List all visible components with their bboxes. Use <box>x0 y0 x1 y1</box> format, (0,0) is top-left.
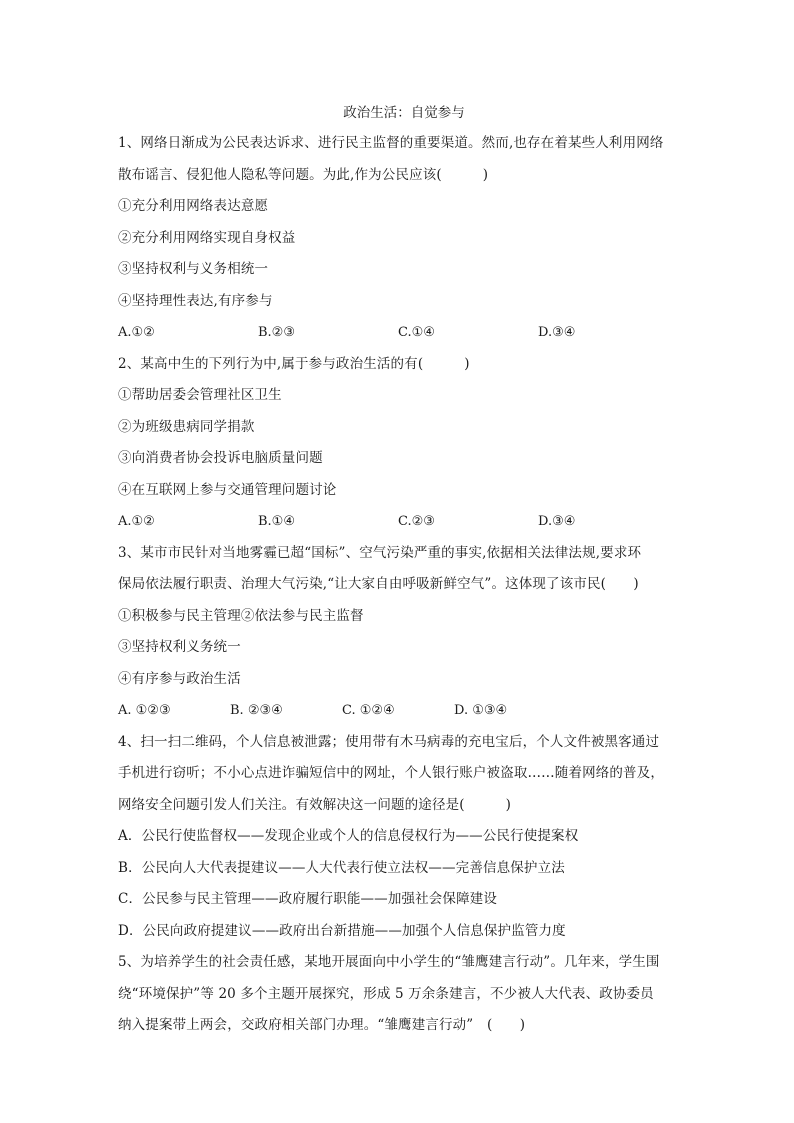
statement-item: ③坚持权利与义务相统一 <box>118 261 269 277</box>
statement-item: ④在互联网上参与交通管理问题讨论 <box>118 481 337 498</box>
statement-item: ④有序参与政治生活 <box>118 670 241 687</box>
answer-option: D.③④ <box>538 514 576 529</box>
statement-item: ③坚持权利义务统一 <box>118 639 241 655</box>
question-stem-line: 散布谣言、侵犯他人隐私等问题。为此,作为公民应该( ) <box>118 166 489 183</box>
statement-item: ②充分利用网络实现自身权益 <box>118 229 296 246</box>
statement-item: ③向消费者协会投诉电脑质量问题 <box>118 450 323 466</box>
document-page <box>118 98 678 1042</box>
question-stem-line: 4、扫一扫二维码，个人信息被泄露；使用带有木马病毒的充电宝后，个人文件被黑客通过 <box>118 733 660 750</box>
answer-option: B.①④ <box>258 514 295 529</box>
question-2 <box>118 349 678 538</box>
answer-option: B.②③ <box>258 325 295 340</box>
statement-item: ④坚持理性表达,有序参与 <box>118 292 273 309</box>
answer-option: A．公民行使监督权——发现企业或个人的信息侵权行为——公民行使提案权 <box>118 828 579 844</box>
answer-option: C.①④ <box>398 325 435 340</box>
answer-option: D．公民向政府提建议——政府出台新措施——加强个人信息保护监管力度 <box>118 922 566 939</box>
question-stem-line: 1、网络日渐成为公民表达诉求、进行民主监督的重要渠道。然而,也存在着某些人利用网络 <box>118 135 664 151</box>
question-stem-line: 手机进行窃听；不小心点进诈骗短信中的网址，个人银行账户被盗取……随着网络的普及， <box>118 765 664 781</box>
question-stem-line: 纳入提案带上两会，交政府相关部门办理。“雏鹰建言行动” ( ) <box>118 1017 526 1033</box>
answer-options <box>118 317 678 349</box>
question-1 <box>118 128 678 349</box>
question-stem-line: 2、某高中生的下列行为中,属于参与政治生活的有( ) <box>118 355 470 372</box>
question-stem-line: 保局依法履行职责、治理大气污染,“让大家自由呼吸新鲜空气”。这体现了该市民( ) <box>118 576 639 592</box>
statement-item: ②为班级患病同学捐款 <box>118 418 255 435</box>
answer-option: A.①② <box>118 325 155 340</box>
answer-option: B. ②③④ <box>230 703 283 718</box>
answer-option: A.①② <box>118 514 155 529</box>
statement-item: ①充分利用网络表达意愿 <box>118 198 269 214</box>
question-stem-line: 3、某市市民针对当地雾霾已超“国标”、空气污染严重的事实,依据相关法律法规,要求环 <box>118 544 642 561</box>
answer-options <box>118 506 678 538</box>
answer-options <box>118 695 678 727</box>
question-3 <box>118 538 678 727</box>
answer-option: B．公民向人大代表提建议——人大代表行使立法权——完善信息保护立法 <box>118 859 565 876</box>
answer-option: A. ①②③ <box>118 703 171 718</box>
answer-option: C．公民参与民主管理——政府履行职能——加强社会保障建设 <box>118 891 498 907</box>
statement-item: ①积极参与民主管理②依法参与民主监督 <box>118 607 364 624</box>
answer-option: C. ①②④ <box>342 703 395 718</box>
question-4 <box>118 727 678 948</box>
question-stem-line: 网络安全问题引发人们关注。有效解决这一问题的途径是( ) <box>118 796 512 813</box>
answer-option: D. ①③④ <box>454 703 508 718</box>
answer-option: D.③④ <box>538 325 576 340</box>
question-stem-line: 5、为培养学生的社会责任感，某地开展面向中小学生的“雏鹰建言行动”。几年来，学生围 <box>118 954 660 970</box>
question-stem-line: 绕“环境保护”等 20 多个主题开展探究，形成 5 万余条建言，不少被人大代表、政协委员 <box>118 985 654 1002</box>
document-title: 政治生活：自觉参与 <box>343 105 465 121</box>
answer-option: C.②③ <box>398 514 435 529</box>
question-5 <box>118 947 678 1042</box>
statement-item: ①帮助居委会管理社区卫生 <box>118 387 282 403</box>
